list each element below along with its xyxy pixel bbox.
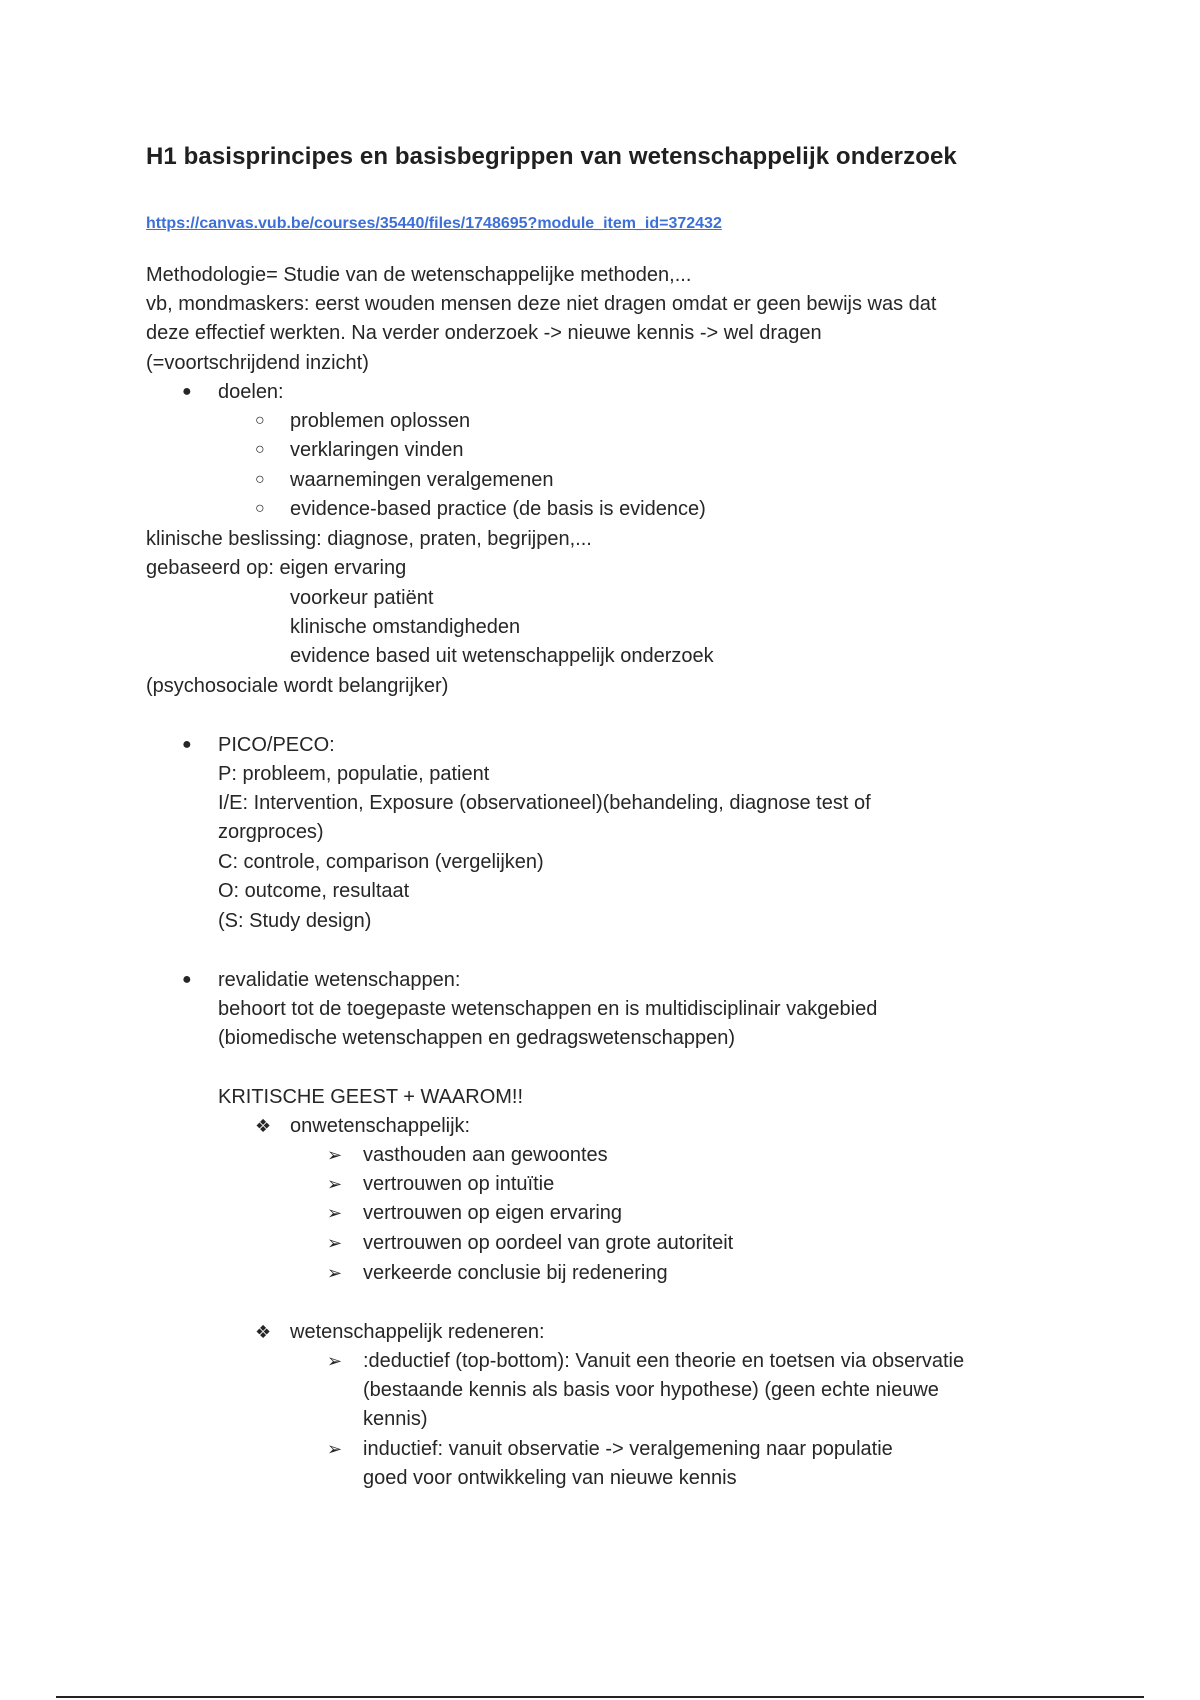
onwet-item: vertrouwen op eigen ervaring	[363, 1202, 623, 1224]
doelen-label: doelen:	[218, 381, 284, 403]
intro-line: (=voortschrijdend inzicht)	[146, 352, 369, 374]
doelen-item: evidence-based practice (de basis is evidence)	[290, 498, 706, 520]
arrow-bullet-icon: ➢	[327, 1233, 343, 1253]
basis-item: klinische omstandigheden	[290, 616, 521, 638]
doelen-item: problemen oplossen	[290, 410, 471, 432]
onwet-label: onwetenschappelijk:	[290, 1115, 471, 1137]
disc-bullet-icon: ●	[182, 383, 192, 400]
arrow-bullet-icon: ➢	[327, 1263, 343, 1283]
inductief-line: inductief: vanuit observatie -> veralgemening naar populatie	[363, 1438, 893, 1460]
onwet-item: vertrouwen op intuïtie	[363, 1173, 555, 1195]
beslissing-note: (psychosociale wordt belangrijker)	[146, 675, 449, 697]
arrow-bullet-icon: ➢	[327, 1351, 343, 1371]
onwet-item: verkeerde conclusie bij redenering	[363, 1262, 668, 1284]
circle-bullet-icon: ○	[255, 500, 265, 517]
revalidatie-line: behoort tot de toegepaste wetenschappen en is multidisciplinair vakgebied	[218, 998, 878, 1020]
arrow-bullet-icon: ➢	[327, 1174, 343, 1194]
pico-line: P: probleem, populatie, patient	[218, 763, 490, 785]
diamond-bullet-icon: ❖	[255, 1116, 272, 1136]
course-file-link[interactable]: https://canvas.vub.be/courses/35440/files/1748695?module_item_id=372432	[146, 215, 722, 232]
diamond-bullet-icon: ❖	[255, 1322, 272, 1342]
pico-line: C: controle, comparison (vergelijken)	[218, 851, 544, 873]
intro-line: vb, mondmaskers: eerst wouden mensen deze niet dragen omdat er geen bewijs was dat	[146, 293, 937, 315]
deductief-line: :deductief (top-bottom): Vanuit een theorie en toetsen via observatie	[363, 1350, 965, 1372]
basis-item: voorkeur patiënt	[290, 587, 434, 609]
arrow-bullet-icon: ➢	[327, 1439, 343, 1459]
circle-bullet-icon: ○	[255, 471, 265, 488]
arrow-bullet-icon: ➢	[327, 1203, 343, 1223]
disc-bullet-icon: ●	[182, 971, 192, 988]
deductief-line: kennis)	[363, 1408, 428, 1430]
arrow-bullet-icon: ➢	[327, 1145, 343, 1165]
intro-line: Methodologie= Studie van de wetenschappelijke methoden,...	[146, 264, 692, 286]
pico-line: (S: Study design)	[218, 910, 372, 932]
inductief-line: goed voor ontwikkeling van nieuwe kennis	[363, 1467, 737, 1489]
wet-label: wetenschappelijk redeneren:	[290, 1321, 545, 1343]
page-title: H1 basisprincipes en basisbegrippen van wetenschappelijk onderzoek	[146, 143, 957, 170]
doelen-item: verklaringen vinden	[290, 439, 464, 461]
onwet-item: vasthouden aan gewoontes	[363, 1144, 608, 1166]
revalidatie-label: revalidatie wetenschappen:	[218, 969, 461, 991]
pico-line: zorgproces)	[218, 821, 324, 843]
beslissing-line: klinische beslissing: diagnose, praten, begrijpen,...	[146, 528, 592, 550]
circle-bullet-icon: ○	[255, 412, 265, 429]
intro-line: deze effectief werkten. Na verder onderzoek -> nieuwe kennis -> wel dragen	[146, 322, 822, 344]
pico-label: PICO/PECO:	[218, 734, 335, 756]
pico-line: O: outcome, resultaat	[218, 880, 410, 902]
page-divider	[56, 1696, 1144, 1698]
deductief-line: (bestaande kennis als basis voor hypothese) (geen echte nieuwe	[363, 1379, 939, 1401]
onwet-item: vertrouwen op oordeel van grote autoriteit	[363, 1232, 734, 1254]
revalidatie-line: (biomedische wetenschappen en gedragswetenschappen)	[218, 1027, 736, 1049]
disc-bullet-icon: ●	[182, 736, 192, 753]
doelen-item: waarnemingen veralgemenen	[290, 469, 554, 491]
pico-line: I/E: Intervention, Exposure (observationeel)(behandeling, diagnose test of	[218, 792, 871, 814]
basis-item: evidence based uit wetenschappelijk onderzoek	[290, 645, 714, 667]
basis-label: gebaseerd op: eigen ervaring	[146, 557, 407, 579]
kritisch-heading: KRITISCHE GEEST + WAAROM!!	[218, 1086, 524, 1108]
circle-bullet-icon: ○	[255, 441, 265, 458]
